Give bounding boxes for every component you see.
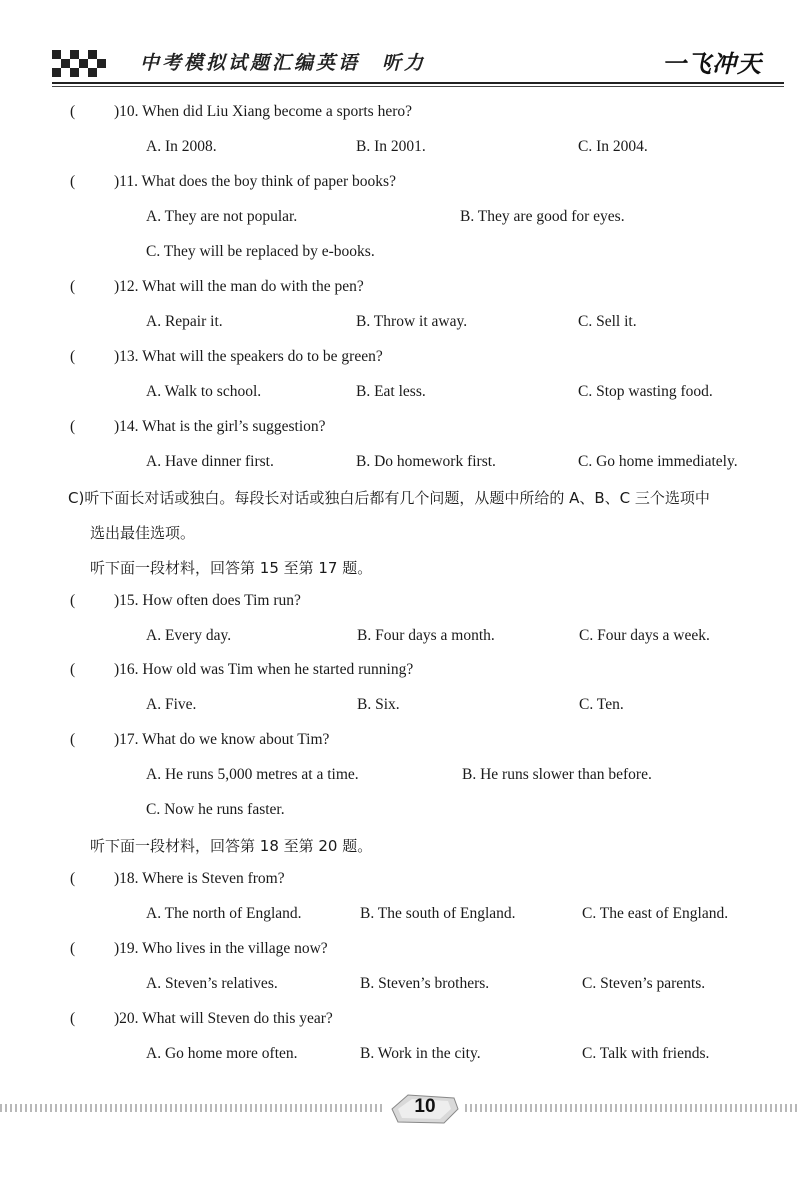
- question-stem: )12. What will the man do with the pen?: [114, 278, 364, 295]
- option-a: A. In 2008.: [146, 138, 217, 155]
- question-stem: )10. When did Liu Xiang become a sports hero?: [114, 103, 413, 120]
- option-a: A. Every day.: [146, 627, 232, 644]
- answer-paren[interactable]: (: [70, 1010, 76, 1027]
- answer-paren[interactable]: (: [70, 592, 76, 609]
- answer-paren[interactable]: (: [70, 348, 76, 365]
- question-stem: )16. How old was Tim when he started running?: [114, 661, 414, 678]
- question-stem: )20. What will Steven do this year?: [114, 1010, 333, 1027]
- question-stem: )13. What will the speakers do to be green?: [114, 348, 383, 365]
- option-c: C. Ten.: [579, 696, 624, 713]
- option-b: B. Eat less.: [356, 383, 426, 400]
- header-rule-thin: [52, 86, 784, 87]
- option-a: A. Five.: [146, 696, 197, 713]
- group-label-15-17: 听下面一段材料，回答第 15 至第 17 题。: [90, 559, 373, 577]
- option-c: C. Go home immediately.: [578, 453, 738, 470]
- checker-logo: [52, 50, 108, 80]
- header-brand: 一飞冲天: [662, 50, 762, 78]
- option-a: A. He runs 5,000 metres at a time.: [146, 766, 359, 783]
- option-a: A. Repair it.: [146, 313, 223, 330]
- option-b: B. In 2001.: [356, 138, 426, 155]
- option-c: C. Stop wasting food.: [578, 383, 713, 400]
- option-a: A. The north of England.: [146, 905, 302, 922]
- question-stem: )11. What does the boy think of paper books?: [114, 173, 396, 190]
- option-a: A. Walk to school.: [146, 383, 262, 400]
- question-stem: )19. Who lives in the village now?: [114, 940, 328, 957]
- option-c: C. In 2004.: [578, 138, 648, 155]
- option-c: C. Now he runs faster.: [146, 801, 285, 818]
- answer-paren[interactable]: (: [70, 103, 76, 120]
- group-label-18-20: 听下面一段材料，回答第 18 至第 20 题。: [90, 837, 373, 855]
- option-a: A. Steven’s relatives.: [146, 975, 278, 992]
- option-c: C. Talk with friends.: [582, 1045, 710, 1062]
- option-c: C. Sell it.: [578, 313, 637, 330]
- answer-paren[interactable]: (: [70, 173, 76, 190]
- option-c: C. Four days a week.: [579, 627, 710, 644]
- answer-paren[interactable]: (: [70, 731, 76, 748]
- option-b: B. Throw it away.: [356, 313, 468, 330]
- header-rule: [52, 82, 784, 84]
- option-a: A. They are not popular.: [146, 208, 298, 225]
- answer-paren[interactable]: (: [70, 940, 76, 957]
- option-c: C. Steven’s parents.: [582, 975, 706, 992]
- option-b: B. They are good for eyes.: [460, 208, 625, 225]
- question-stem: )18. Where is Steven from?: [114, 870, 285, 887]
- footer-border-left: [0, 1104, 385, 1112]
- answer-paren[interactable]: (: [70, 870, 76, 887]
- footer-border-right: [465, 1104, 800, 1112]
- option-a: A. Have dinner first.: [146, 453, 274, 470]
- page-number: 10: [414, 1096, 436, 1117]
- option-b: B. Do homework first.: [356, 453, 496, 470]
- answer-paren[interactable]: (: [70, 661, 76, 678]
- option-b: B. Six.: [357, 696, 400, 713]
- answer-paren[interactable]: (: [70, 418, 76, 435]
- option-a: A. Go home more often.: [146, 1045, 298, 1062]
- option-b: B. Work in the city.: [360, 1045, 481, 1062]
- option-b: B. He runs slower than before.: [462, 766, 652, 783]
- header-title: 中考模拟试题汇编英语 听力: [140, 52, 427, 74]
- option-c: C. They will be replaced by e-books.: [146, 243, 375, 260]
- question-stem: )14. What is the girl’s suggestion?: [114, 418, 326, 435]
- option-b: B. Four days a month.: [357, 627, 495, 644]
- option-c: C. The east of England.: [582, 905, 729, 922]
- section-c-instruction-cont: 选出最佳选项。: [90, 524, 196, 542]
- option-b: B. The south of England.: [360, 905, 516, 922]
- section-c-instruction: C)听下面长对话或独白。每段长对话或独白后都有几个问题，从题中所给的 A、B、C 三个选项中: [68, 489, 710, 507]
- page-header: [0, 0, 800, 95]
- option-b: B. Steven’s brothers.: [360, 975, 490, 992]
- question-stem: )17. What do we know about Tim?: [114, 731, 330, 748]
- question-stem: )15. How often does Tim run?: [114, 592, 301, 609]
- answer-paren[interactable]: (: [70, 278, 76, 295]
